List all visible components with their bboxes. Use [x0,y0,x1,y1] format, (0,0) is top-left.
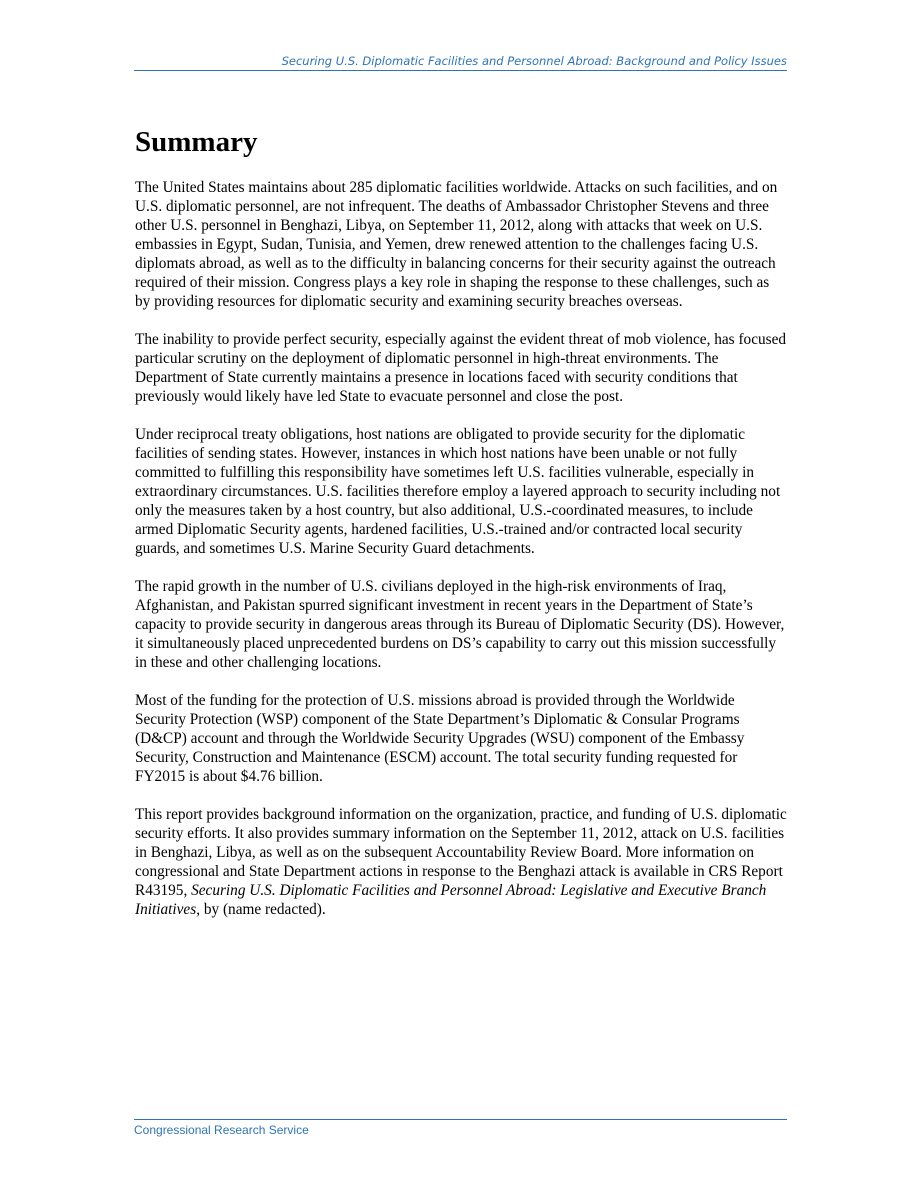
running-footer: Congressional Research Service [134,1119,787,1137]
paragraph-funding: Most of the funding for the protection of U.S. missions abroad is provided through the Worldwide Security Protection (WSP) component of the State Department’s Diplomatic & Consular Programs (D&CP) account and through the Worldwide Security Upgrades (WSU) component of the Embassy Security, Construction and Maintenance (ESCM) account. The total security funding requested for FY2015 is about $4.76 billion. [135,692,745,785]
paragraph-ds-growth: The rapid growth in the number of U.S. civilians deployed in the high-risk environments of Iraq, Afghanistan, and Pakistan spurred significant investment in recent years in the Department of State’s capacity to provide security in dangerous areas through its Bureau of Diplomatic Security (DS). However, it simultaneously placed unprecedented burdens on DS’s capability to carry out this mission successfully in these and other challenging locations. [135,578,785,671]
crs-report-title: Securing U.S. Diplomatic Facilities and Personnel Abroad: Legislative and Executive Branch Initiatives [135,882,767,918]
paragraph-high-threat: The inability to provide perfect security, especially against the evident threat of mob violence, has focused particular scrutiny on the deployment of diplomatic personnel in high-threat environments. The Department of State currently maintains a presence in locations faced with security conditions that previously would likely have led State to evacuate personnel and close the post. [135,331,787,405]
paragraph-report-overview [135,805,787,919]
paragraph-facilities-attacks: The United States maintains about 285 diplomatic facilities worldwide. Attacks on such facilities, and on U.S. diplomatic personnel, are not infrequent. The deaths of Ambassador Christopher Stevens and three other U.S. personnel in Benghazi, Libya, on September 11, 2012, along with attacks that week on U.S. embassies in Egypt, Sudan, Tunisia, and Yemen, drew renewed attention to the challenges facing U.S. diplomats abroad, as well as to the difficulty in balancing concerns for their security against the outreach required of their mission. Congress plays a key role in shaping the response to these challenges, such as by providing resources for diplomatic security and examining security breaches overseas. [135,179,778,310]
paragraph-host-nations: Under reciprocal treaty obligations, host nations are obligated to provide security for the diplomatic facilities of sending states. However, instances in which host nations have been unable or not fully committed to fulfilling this responsibility have sometimes left U.S. facilities vulnerable, especially in extraordinary circumstances. U.S. facilities therefore employ a layered approach to security including not only the measures taken by a host country, but also additional, U.S.-coordinated measures, to include armed Diplomatic Security agents, hardened facilities, U.S.-trained and/or contracted local security guards, and sometimes U.S. Marine Security Guard detachments. [135,426,781,557]
report-overview-text: This report provides background information on the organization, practice, and funding of U.S. diplomatic security efforts. It also provides summary information on the September 11, 2012, attack on U.S. facilities in Benghazi, Libya, as well as on the subsequent Accountability Review Board. More information on congressional and State Department actions in response to the Benghazi attack is available in CRS Report R43195, [135,806,787,899]
report-author: , by (name redacted). [196,901,326,918]
running-header: Securing U.S. Diplomatic Facilities and Personnel Abroad: Background and Policy Issues [134,54,787,71]
page-title: Summary [135,126,258,158]
summary-body [135,178,787,938]
